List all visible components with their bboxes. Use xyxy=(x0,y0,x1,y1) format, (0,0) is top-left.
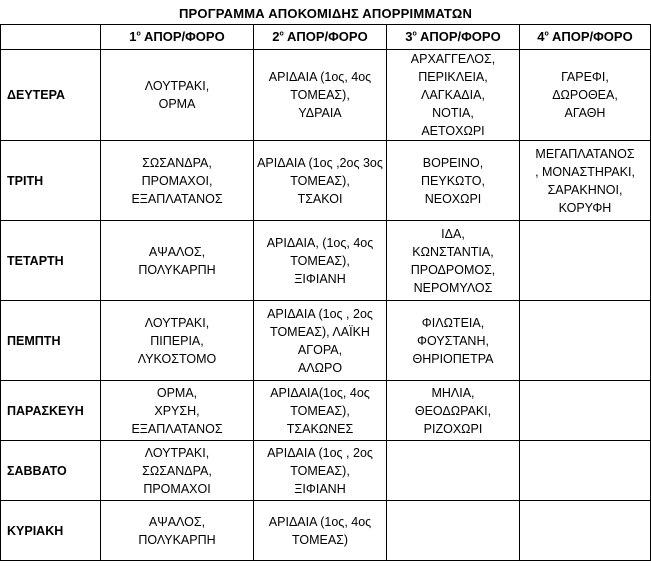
header-label: ΑΠΟΡ/ΦΟΡΟ xyxy=(140,29,225,44)
day-cell: ΠΑΡΑΣΚΕΥΗ xyxy=(1,381,101,441)
header-ordinal: ο xyxy=(412,30,417,38)
route-text: ΑΡΙΔΑΙΑ(1ος, 4ος ΤΟΜΕΑΣ), ΤΣΑΚΩΝΕΣ xyxy=(270,385,370,436)
route-text: ΙΔΑ, ΚΩΝΣΤΑΝΤΙΑ, ΠΡΟΔΡΟΜΟΣ, ΝΕΡΟΜΥΛΟΣ xyxy=(410,226,496,295)
day-cell: ΔΕΥΤΕΡΑ xyxy=(1,50,101,141)
route-text: ΟΡΜΑ, ΧΡΥΣΗ, ΕΞΑΠΛΑΤΑΝΟΣ xyxy=(131,385,223,436)
route-cell xyxy=(520,50,651,141)
table-row xyxy=(1,441,651,501)
header-label: ΑΠΟΡ/ΦΟΡΟ xyxy=(283,29,368,44)
day-cell: ΚΥΡΙΑΚΗ xyxy=(1,501,101,561)
route-cell xyxy=(254,50,387,141)
route-cell xyxy=(101,50,254,141)
route-text: ΦΙΛΩΤΕΙΑ, ΦΟΥΣΤΑΝΗ, ΘΗΡΙΟΠΕΤΡΑ xyxy=(412,315,494,366)
route-cell xyxy=(520,141,651,221)
route-cell xyxy=(520,301,651,381)
route-cell xyxy=(101,301,254,381)
route-cell xyxy=(254,221,387,301)
route-text: ΑΡΙΔΑΙΑ (1ος, 4ος ΤΟΜΕΑΣ), ΥΔΡΑΙΑ xyxy=(268,70,372,120)
header-num: 4 xyxy=(537,29,545,44)
header-label: ΑΠΟΡ/ΦΟΡΟ xyxy=(416,29,501,44)
route-cell xyxy=(520,501,651,561)
route-cell xyxy=(387,501,520,561)
table-row xyxy=(1,50,651,141)
day-cell: ΤΕΤΑΡΤΗ xyxy=(1,221,101,301)
header-truck-3 xyxy=(387,25,520,50)
table-row xyxy=(1,301,651,381)
route-text: ΒΟΡΕΙΝΟ, ΠΕΥΚΩΤΟ, ΝΕΟΧΩΡΙ xyxy=(421,155,485,206)
header-num: 1 xyxy=(129,29,137,44)
route-text: ΑΡΙΔΑΙΑ (1ος , 2ος ΤΟΜΕΑΣ), ΞΙΦΙΑΝΗ xyxy=(267,445,373,496)
header-ordinal: ο xyxy=(279,30,284,38)
header-ordinal: ο xyxy=(136,30,141,38)
header-num: 3 xyxy=(405,29,413,44)
route-text: ΛΟΥΤΡΑΚΙ, ΟΡΜΑ xyxy=(144,79,210,111)
route-text: ΛΟΥΤΡΑΚΙ, ΠΙΠΕΡΙΑ, ΛΥΚΟΣΤΟΜΟ xyxy=(137,315,217,366)
page-title: ΠΡΟΓΡΑΜΜΑ ΑΠΟΚΟΜΙΔΗΣ ΑΠΟΡΡΙΜΜΑΤΩΝ xyxy=(178,6,473,21)
route-cell xyxy=(254,141,387,221)
route-cell xyxy=(387,381,520,441)
header-label: ΑΠΟΡ/ΦΟΡΟ xyxy=(548,29,633,44)
day-cell: ΠΕΜΠΤΗ xyxy=(1,301,101,381)
route-cell xyxy=(254,441,387,501)
header-truck-4 xyxy=(520,25,651,50)
route-cell xyxy=(520,441,651,501)
route-cell xyxy=(101,441,254,501)
route-text: ΛΟΥΤΡΑΚΙ, ΣΩΣΑΝΔΡΑ, ΠΡΟΜΑΧΟΙ xyxy=(142,445,212,496)
table-row xyxy=(1,501,651,561)
route-cell xyxy=(101,141,254,221)
route-cell xyxy=(254,301,387,381)
route-cell xyxy=(101,501,254,561)
route-text: ΑΨΑΛΟΣ, ΠΟΛΥΚΑΡΠΗ xyxy=(138,244,216,277)
table-row xyxy=(1,381,651,441)
header-truck-1 xyxy=(101,25,254,50)
route-text: ΑΡΙΔΑΙΑ (1ος, 4ος ΤΟΜΕΑΣ) xyxy=(268,514,372,547)
route-text: ΜΕΓΑΠΛΑΤΑΝΟΣ , ΜΟΝΑΣΤΗΡΑΚΙ, ΣΑΡΑΚΗΝΟΙ, ΚΟΡΥΦΗ xyxy=(535,146,635,215)
header-ordinal: ο xyxy=(544,30,549,38)
route-cell xyxy=(254,381,387,441)
header-corner xyxy=(1,25,101,50)
route-text: ΑΨΑΛΟΣ, ΠΟΛΥΚΑΡΠΗ xyxy=(138,514,216,547)
route-text: ΑΡΧΑΓΓΕΛΟΣ, ΠΕΡΙΚΛΕΙΑ, ΛΑΓΚΑΔΙΑ, ΝΟΤΙΑ, ΑΕΤΟΧΩΡΙ xyxy=(410,52,496,138)
route-text: ΣΩΣΑΝΔΡΑ, ΠΡΟΜΑΧΟΙ, ΕΞΑΠΛΑΤΑΝΟΣ xyxy=(131,155,223,206)
route-text: ΑΡΙΔΑΙΑ, (1ος, 4ος ΤΟΜΕΑΣ), ΞΙΦΙΑΝΗ xyxy=(266,235,374,286)
route-text: ΜΗΛΙΑ, ΘΕΟΔΩΡΑΚΙ, ΡΙΖΟΧΩΡΙ xyxy=(414,385,492,436)
route-text: ΑΡΙΔΑΙΑ (1ος ,2ος 3ος ΤΟΜΕΑΣ), ΤΣΑΚΟΙ xyxy=(257,155,383,206)
route-cell xyxy=(101,381,254,441)
route-cell xyxy=(387,221,520,301)
header-truck-2 xyxy=(254,25,387,50)
route-text: ΑΡΙΔΑΙΑ (1ος , 2ος ΤΟΜΕΑΣ), ΛΑΪΚΗ ΑΓΟΡΑ, ΑΛΩΡΟ xyxy=(267,306,373,375)
day-cell: ΣΑΒΒΑΤΟ xyxy=(1,441,101,501)
day-cell: ΤΡΙΤΗ xyxy=(1,141,101,221)
table-row xyxy=(1,141,651,221)
header-row xyxy=(1,25,651,50)
route-cell xyxy=(520,381,651,441)
route-cell xyxy=(254,501,387,561)
header-num: 2 xyxy=(272,29,280,44)
route-cell xyxy=(387,441,520,501)
route-cell xyxy=(520,221,651,301)
schedule-table xyxy=(0,24,651,561)
route-cell xyxy=(387,141,520,221)
route-cell xyxy=(387,50,520,141)
route-cell xyxy=(387,301,520,381)
route-text: ΓΑΡΕΦΙ, ΔΩΡΟΘΕΑ, ΑΓΑΘΗ xyxy=(552,70,618,120)
table-row xyxy=(1,221,651,301)
route-cell xyxy=(101,221,254,301)
